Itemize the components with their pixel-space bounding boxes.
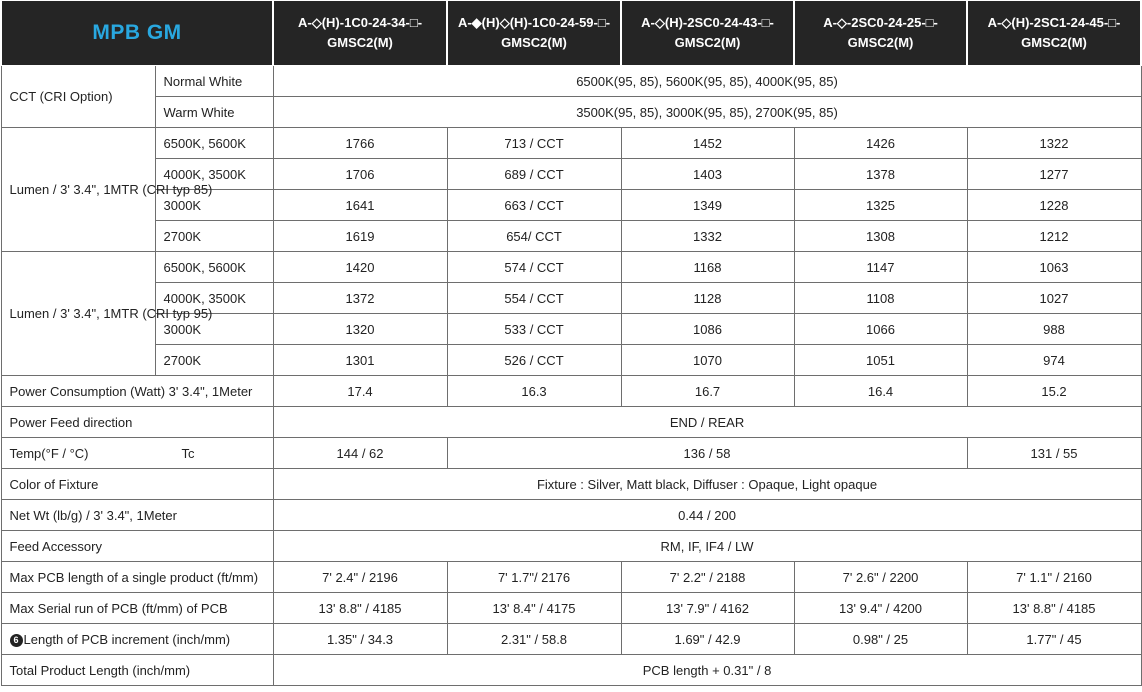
model-header: A-◇(H)-2SC0-24-43-□-GMSC2(M) [621, 1, 794, 66]
max-serial-row [1, 593, 1141, 624]
accessory-row [1, 531, 1141, 562]
lumen-value: 713 / CCT [447, 128, 621, 159]
temp-label: Temp(°F / °C) [9, 445, 89, 461]
max-serial-value: 13' 8.4" / 4175 [447, 593, 621, 624]
lumen-value: 1420 [273, 252, 447, 283]
lumen-value: 1619 [273, 221, 447, 252]
weight-value: 0.44 / 200 [273, 500, 1141, 531]
lumen-value: 1325 [794, 190, 967, 221]
lumen-value: 1212 [967, 221, 1141, 252]
total-row [1, 655, 1141, 686]
max-pcb-value: 7' 1.7"/ 2176 [447, 562, 621, 593]
lumen-sub-label: 6500K, 5600K [155, 252, 273, 283]
lumen85-row [1, 128, 1141, 159]
lumen-value: 1378 [794, 159, 967, 190]
max-serial-value: 13' 7.9" / 4162 [621, 593, 794, 624]
lumen-value: 1403 [621, 159, 794, 190]
model-header: A-◆(H)◇(H)-1C0-24-59-□-GMSC2(M) [447, 1, 621, 66]
lumen-value: 1706 [273, 159, 447, 190]
increment-value: 1.35" / 34.3 [273, 624, 447, 655]
cct-value: 6500K(95, 85), 5600K(95, 85), 4000K(95, 85) [273, 66, 1141, 97]
lumen-value: 554 / CCT [447, 283, 621, 314]
cct-sub-label: Normal White [155, 66, 273, 97]
lumen-sub-label: 3000K [155, 314, 273, 345]
lumen-value: 654/ CCT [447, 221, 621, 252]
cct-sub-label: Warm White [155, 97, 273, 128]
lumen-value: 1070 [621, 345, 794, 376]
increment-value: 1.77" / 45 [967, 624, 1141, 655]
lumen-value: 1320 [273, 314, 447, 345]
model-header: A-◇(H)-2SC1-24-45-□-GMSC2(M) [967, 1, 1141, 66]
total-label: Total Product Length (inch/mm) [1, 655, 273, 686]
lumen-value: 1051 [794, 345, 967, 376]
increment-label-cell [1, 624, 273, 655]
lumen-sub-label: 2700K [155, 221, 273, 252]
power-value: 16.3 [447, 376, 621, 407]
tc-label: Tc [181, 445, 195, 461]
lumen-value: 974 [967, 345, 1141, 376]
power-value: 15.2 [967, 376, 1141, 407]
lumen-value: 1349 [621, 190, 794, 221]
lumen-sub-label: 4000K, 3500K [155, 283, 273, 314]
model-header: A-◇-2SC0-24-25-□-GMSC2(M) [794, 1, 967, 66]
temp-row [1, 438, 1141, 469]
max-serial-label: Max Serial run of PCB (ft/mm) of PCB [1, 593, 273, 624]
max-serial-value: 13' 8.8" / 4185 [273, 593, 447, 624]
max-pcb-value: 7' 2.6" / 2200 [794, 562, 967, 593]
max-serial-value: 13' 8.8" / 4185 [967, 593, 1141, 624]
lumen-sub-label: 6500K, 5600K [155, 128, 273, 159]
lumen-value: 1301 [273, 345, 447, 376]
increment-value: 1.69" / 42.9 [621, 624, 794, 655]
feed-direction-value: END / REAR [273, 407, 1141, 438]
color-row [1, 469, 1141, 500]
feed-direction-label: Power Feed direction [1, 407, 273, 438]
cct-row [1, 97, 1141, 128]
lumen-value: 1027 [967, 283, 1141, 314]
max-pcb-value: 7' 2.4" / 2196 [273, 562, 447, 593]
lumen95-label: Lumen / 3' 3.4", 1MTR (CRI typ 95) [1, 252, 155, 376]
lumen-value: 533 / CCT [447, 314, 621, 345]
lumen-value: 1228 [967, 190, 1141, 221]
lumen-value: 1168 [621, 252, 794, 283]
temp-label-cell [1, 438, 273, 469]
lumen-value: 1641 [273, 190, 447, 221]
power-value: 16.7 [621, 376, 794, 407]
total-value: PCB length + 0.31" / 8 [273, 655, 1141, 686]
lumen85-row [1, 221, 1141, 252]
lumen-value: 689 / CCT [447, 159, 621, 190]
lumen85-label: Lumen / 3' 3.4", 1MTR (CRI typ 85) [1, 128, 155, 252]
lumen-value: 1128 [621, 283, 794, 314]
cct-value: 3500K(95, 85), 3000K(95, 85), 2700K(95, 85) [273, 97, 1141, 128]
increment-row [1, 624, 1141, 655]
power-label: Power Consumption (Watt) 3' 3.4", 1Meter [1, 376, 273, 407]
max-pcb-value: 7' 2.2" / 2188 [621, 562, 794, 593]
weight-label: Net Wt (lb/g) / 3' 3.4", 1Meter [1, 500, 273, 531]
step-six-icon: 6 [10, 634, 23, 647]
cct-row [1, 66, 1141, 97]
accessory-label: Feed Accessory [1, 531, 273, 562]
lumen-value: 574 / CCT [447, 252, 621, 283]
temp-value: 131 / 55 [967, 438, 1141, 469]
weight-row [1, 500, 1141, 531]
brand-title: MPB GM [1, 1, 273, 66]
lumen-value: 663 / CCT [447, 190, 621, 221]
lumen-value: 1066 [794, 314, 967, 345]
accessory-value: RM, IF, IF4 / LW [273, 531, 1141, 562]
lumen-value: 1277 [967, 159, 1141, 190]
lumen-value: 1766 [273, 128, 447, 159]
lumen-value: 526 / CCT [447, 345, 621, 376]
increment-label: Length of PCB increment (inch/mm) [23, 631, 231, 647]
lumen-value: 1372 [273, 283, 447, 314]
max-pcb-row [1, 562, 1141, 593]
max-serial-value: 13' 9.4" / 4200 [794, 593, 967, 624]
lumen-value: 1452 [621, 128, 794, 159]
power-value: 17.4 [273, 376, 447, 407]
lumen-value: 1322 [967, 128, 1141, 159]
lumen-value: 1332 [621, 221, 794, 252]
lumen-sub-label: 2700K [155, 345, 273, 376]
lumen-value: 988 [967, 314, 1141, 345]
increment-value: 2.31" / 58.8 [447, 624, 621, 655]
lumen95-row [1, 252, 1141, 283]
temp-value: 136 / 58 [447, 438, 967, 469]
lumen-value: 1308 [794, 221, 967, 252]
power-row [1, 376, 1141, 407]
header-row [1, 1, 1141, 66]
temp-value: 144 / 62 [273, 438, 447, 469]
cct-label: CCT (CRI Option) [1, 66, 155, 128]
max-pcb-value: 7' 1.1" / 2160 [967, 562, 1141, 593]
lumen-value: 1086 [621, 314, 794, 345]
lumen-value: 1108 [794, 283, 967, 314]
lumen-sub-label: 4000K, 3500K [155, 159, 273, 190]
lumen-value: 1426 [794, 128, 967, 159]
max-pcb-label: Max PCB length of a single product (ft/mm) [1, 562, 273, 593]
power-value: 16.4 [794, 376, 967, 407]
color-value: Fixture : Silver, Matt black, Diffuser : Opaque, Light opaque [273, 469, 1141, 500]
color-label: Color of Fixture [1, 469, 273, 500]
lumen-value: 1147 [794, 252, 967, 283]
increment-value: 0.98" / 25 [794, 624, 967, 655]
feed-direction-row [1, 407, 1141, 438]
lumen-value: 1063 [967, 252, 1141, 283]
lumen-sub-label: 3000K [155, 190, 273, 221]
lumen95-row [1, 345, 1141, 376]
model-header: A-◇(H)-1C0-24-34-□-GMSC2(M) [273, 1, 447, 66]
